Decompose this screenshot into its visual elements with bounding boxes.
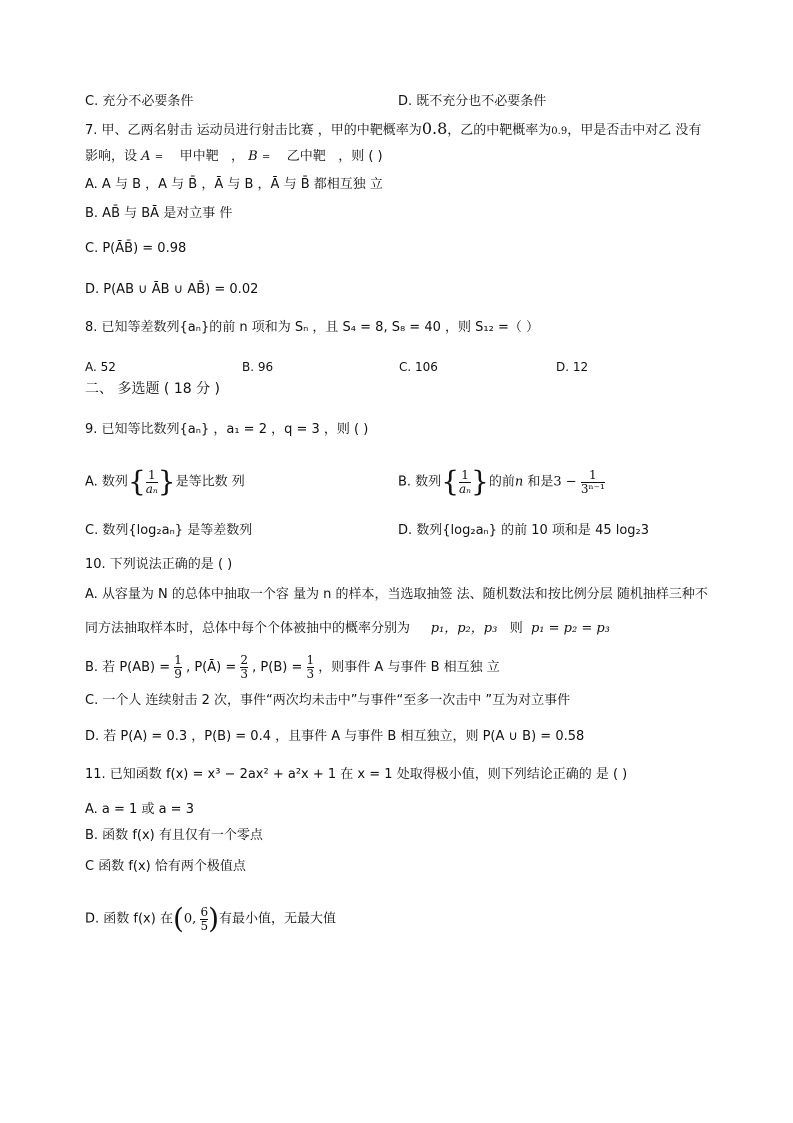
q7-option-c: C. P(ĀB̄) = 0.98 <box>85 241 187 256</box>
q7-option-a: A. A 与 B ，A 与 B̄ ，Ā 与 B ，Ā 与 B̄ 都相互独 立 <box>85 177 383 192</box>
section-heading <box>85 380 220 398</box>
q7-stem-part3: ，甲是否击中对乙 没有 <box>567 123 702 138</box>
q9-option-a-fraction: $\frac{1}{\text{aₙ}}$ <box>145 467 158 496</box>
q9-option-a-post: 是等比数 列 <box>175 474 245 490</box>
q7-eq1: = <box>154 152 164 163</box>
q10-option-a-equality: p₁ = p₂ = p₃ <box>530 621 610 636</box>
q8-option-a: A. 52 <box>85 360 116 374</box>
q9-option-d: D. 数列{log₂aₙ} 的前 10 项和是 45 log₂3 <box>398 523 650 538</box>
q10-option-a-probs: p₁，p₂，p₃ <box>430 621 498 636</box>
q7-eq2: = <box>261 152 271 163</box>
q11-option-c: C 函数 f(x) 恰有两个极值点 <box>85 859 246 874</box>
q9-option-b-mid: 的前 <box>488 474 515 490</box>
section-number: 二、 <box>85 381 113 397</box>
section-score: ( 18 分 ) <box>163 381 220 397</box>
q7-stem-part5: ，则 ( ) <box>338 149 383 164</box>
q10-stem: 10. 下列说法正确的是 ( ) <box>85 557 233 572</box>
q10-option-b-mid1: , P(Ā) = <box>186 660 237 675</box>
q7-event-a: A <box>141 149 151 164</box>
q9-option-b-three: 3 − <box>553 474 577 490</box>
q9-option-b-fraction: $\frac{1}{\text{aₙ}}$ <box>459 467 472 496</box>
q10-option-b <box>85 652 500 684</box>
q9-option-b-post: 和是 <box>523 474 554 490</box>
q11-option-b: B. 函数 f(x) 有且仅有一个零点 <box>85 828 263 843</box>
q10-option-b-frac3: $\frac{1}{3}$ <box>306 653 315 681</box>
q7-stem-part1: 7. 甲、乙两名射击 运动员进行射击比赛 ，甲的中靶概率为 <box>85 123 422 138</box>
q10-option-a-line1: A. 从容量为 N 的总体中抽取一个容 量为 n 的样本，当选取抽签 法、随机数法和按比例分层 随机抽样三种不 <box>85 587 708 602</box>
q7-event-b-desc: 乙中靶 <box>286 149 326 164</box>
q10-option-a-line2 <box>85 620 610 638</box>
q7-prob-jia: 0.8 <box>421 119 448 138</box>
q9-option-b-sum-fraction: $\frac{1}{\text{3ⁿ⁻¹}}$ <box>580 467 605 496</box>
q9-option-a: A. 数列{ $\frac{1}{\text{aₙ}}$ }是等比数 列 <box>85 465 245 498</box>
q10-option-b-post: ，则事件 A 与事件 B 相互独 立 <box>318 660 500 675</box>
q7-option-d: D. P(AB ∪ ĀB ∪ AB̄) = 0.02 <box>85 282 259 297</box>
q7-event-a-desc: 甲中靶 <box>179 149 219 164</box>
q10-option-b-pre: B. 若 P(AB) = <box>85 660 171 675</box>
q9-option-b-n: n <box>514 474 524 490</box>
q11-option-d-pre: D. 函数 f(x) 在 <box>85 911 173 927</box>
q7-stem-part2: ，乙的中靶概率为 <box>447 123 552 138</box>
q6-option-d: D. 既不充分也不必要条件 <box>398 94 547 109</box>
q10-option-d: D. 若 P(A) = 0.3 ，P(B) = 0.4 ，且事件 A 与事件 B 相互独立，则 P(A ∪ B) = 0.58 <box>85 729 585 744</box>
q11-option-d-zero: 0, <box>183 911 197 927</box>
q9-stem: 9. 已知等比数列{aₙ} ，a₁ = 2 ，q = 3 ，则 ( ) <box>85 422 369 437</box>
q7-event-b: B <box>248 149 258 164</box>
q9-option-a-pre: A. 数列 <box>85 474 128 490</box>
q11-option-d-fraction: $\frac{6}{5}$ <box>200 904 209 933</box>
q9-option-b: B. 数列{ $\frac{1}{\text{aₙ}}$ }的前n 和是3 − $\frac{1}{\text{3ⁿ⁻¹}}$ <box>398 465 605 498</box>
q10-option-b-frac1: $\frac{1}{9}$ <box>174 653 182 681</box>
q11-stem: 11. 已知函数 f(x) = x³ − 2ax² + a²x + 1 在 x = 1 处取得极小值，则下列结论正确的 是 ( ) <box>85 767 628 782</box>
q7-stem-part4: 影响，设 <box>85 149 138 164</box>
q7-stem-line1 <box>85 120 701 141</box>
q9-option-c: C. 数列{log₂aₙ} 是等差数列 <box>85 523 253 538</box>
q8-option-c: C. 106 <box>399 360 438 374</box>
q10-option-b-frac2: $\frac{2}{3}$ <box>240 653 249 681</box>
q10-option-b-mid2: , P(B) = <box>252 660 303 675</box>
q9-option-b-pre: B. 数列 <box>398 474 442 490</box>
q11-option-d-post: 有最小值，无最大值 <box>219 911 337 927</box>
q10-option-c: C. 一个人 连续射击 2 次，事件“两次均未击中”与事件“至多一次击中 ”互为对立事件 <box>85 693 571 708</box>
q10-option-a-text: 同方法抽取样本时，总体中每个个体被抽中的概率分别为 <box>85 621 411 636</box>
q10-option-a-then: 则 <box>509 621 523 636</box>
q7-option-b: B. AB̄ 与 BĀ 是对立事 件 <box>85 206 233 221</box>
q8-option-b: B. 96 <box>242 360 274 374</box>
section-title: 多选题 <box>117 381 160 397</box>
q6-option-c: C. 充分不必要条件 <box>85 94 194 109</box>
q8-stem: 8. 已知等差数列{aₙ}的前 n 项和为 Sₙ ，且 S₄ = 8, S₈ = 40 ，则 S₁₂ =（ ） <box>85 320 539 335</box>
q7-stem-line2: 影响，设 A = 甲中靶 ， B = 乙中靶 ，则 ( ) <box>85 149 383 164</box>
q11-option-a: A. a = 1 或 a = 3 <box>85 802 194 817</box>
q8-option-d: D. 12 <box>556 360 589 374</box>
q7-prob-yi: 0.9 <box>551 126 568 137</box>
q11-option-d: D. 函数 f(x) 在(0, $\frac{6}{5}$ )有最小值，无最大值 <box>85 902 337 935</box>
